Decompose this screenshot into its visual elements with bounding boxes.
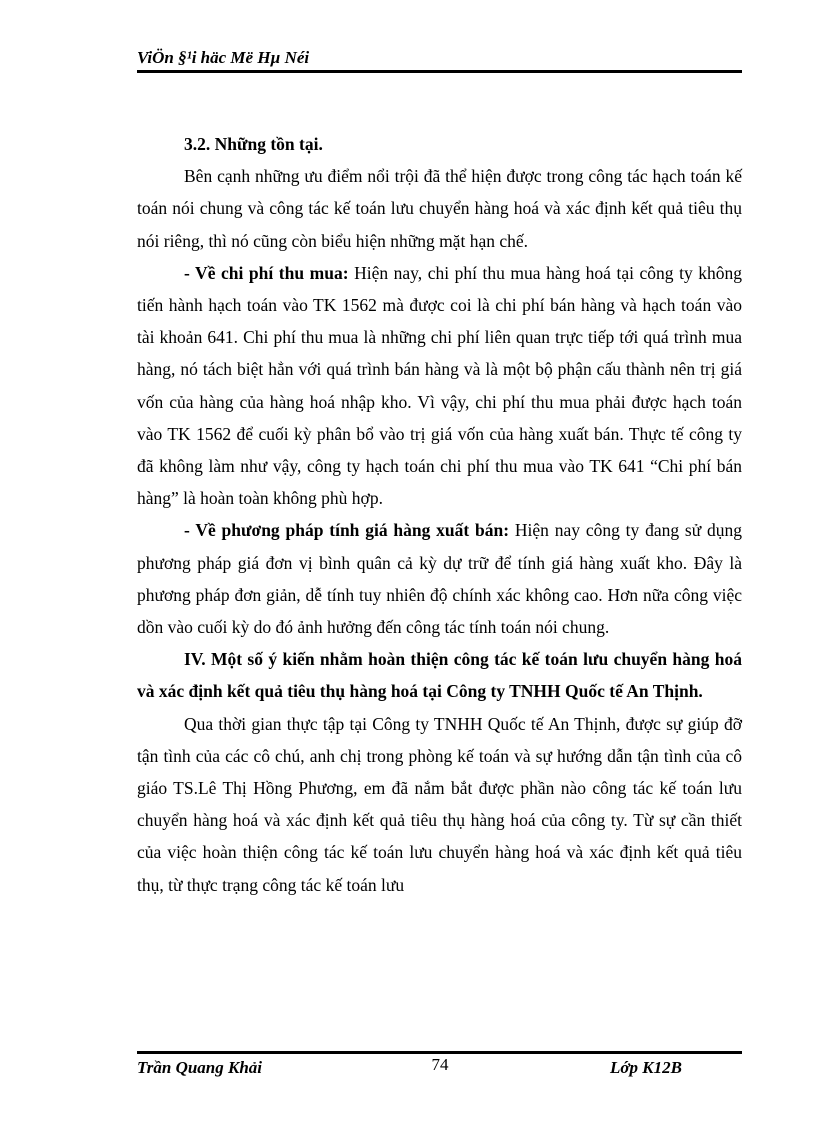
footer-class: Lớp K12B	[610, 1058, 682, 1077]
pricing-method-label: - Về phương pháp tính giá hàng xuất bán:	[184, 520, 510, 541]
paragraph-pricing-method	[137, 514, 742, 643]
purchase-cost-label: - Về chi phí thu mua:	[184, 262, 349, 283]
page-number: 74	[431, 1055, 449, 1074]
paragraph-purchase-cost	[137, 257, 742, 515]
closing-paragraph: Qua thời gian thực tập tại Công ty TNHH Quốc tế An Thịnh, được sự giúp đỡ tận tình của các cô chú, anh chị trong phòng kế toán và sự hướng dẫn tận tình của cô giáo TS.Lê Thị Hồng Phương, em đã nắm bắt được phần nào công tác kế toán lưu chuyển hàng hoá và xác định kết quả tiêu thụ hàng hoá của công ty. Từ sự cần thiết của việc hoàn thiện công tác kế toán lưu chuyển hàng hoá và xác định kết quả tiêu thụ, từ thực trạng công tác kế toán lưu	[137, 713, 742, 895]
page-body	[137, 128, 742, 901]
pricing-method-text: Hiện nay công ty đang sử dụng phương pháp giá đơn vị bình quân cả kỳ dự trữ để tính giá hàng xuất kho. Đây là phương pháp đơn giản, dễ tính tuy nhiên độ chính xác không cao. Hơn nữa công việc dồn vào cuối kỳ do đó ảnh hưởng đến công tác tính toán nói chung.	[137, 520, 743, 638]
purchase-cost-text: Hiện nay, chi phí thu mua hàng hoá tại công ty không tiến hành hạch toán vào TK 1562 mà được coi là chi phí bán hàng và hạch toán vào tài khoản 641. Chi phí thu mua là những chi phí liên quan trực tiếp tới quá trình mua hàng, nó tách biệt hẳn với quá trình bán hàng và là một bộ phận cấu thành nên trị giá vốn của hàng của hàng hoá nhập kho. Vì vậy, chi phí thu mua phải được hạch toán vào TK 1562 để cuối kỳ phân bổ vào trị giá vốn của hàng xuất bán. Thực tế công ty đã không làm như vậy, công ty hạch toán chi phí thu mua vào TK 641 “Chi phí bán hàng” là hoàn toàn không phù hợp.	[137, 262, 742, 509]
footer-author: Trần Quang Khải	[137, 1058, 263, 1077]
section-iv-heading: IV. Một số ý kiến nhằm hoàn thiện công tác kế toán lưu chuyển hàng hoá và xác định kết quả tiêu thụ hàng hoá tại Công ty TNHH Quốc tế An Thịnh.	[137, 649, 742, 702]
section-heading: 3.2. Những tồn tại.	[184, 134, 323, 154]
intro-paragraph: Bên cạnh những ưu điểm nổi trội đã thể hiện được trong công tác hạch toán kế toán nói chung và công tác kế toán lưu chuyển hàng hoá và xác định kết quả tiêu thụ nói riêng, thì nó cũng còn biểu hiện những mặt hạn chế.	[137, 166, 742, 251]
header-rule	[137, 70, 742, 73]
footer-rule	[137, 1051, 742, 1054]
page-header-title: ViÖn §¹i häc Më Hµ Néi	[137, 48, 310, 67]
